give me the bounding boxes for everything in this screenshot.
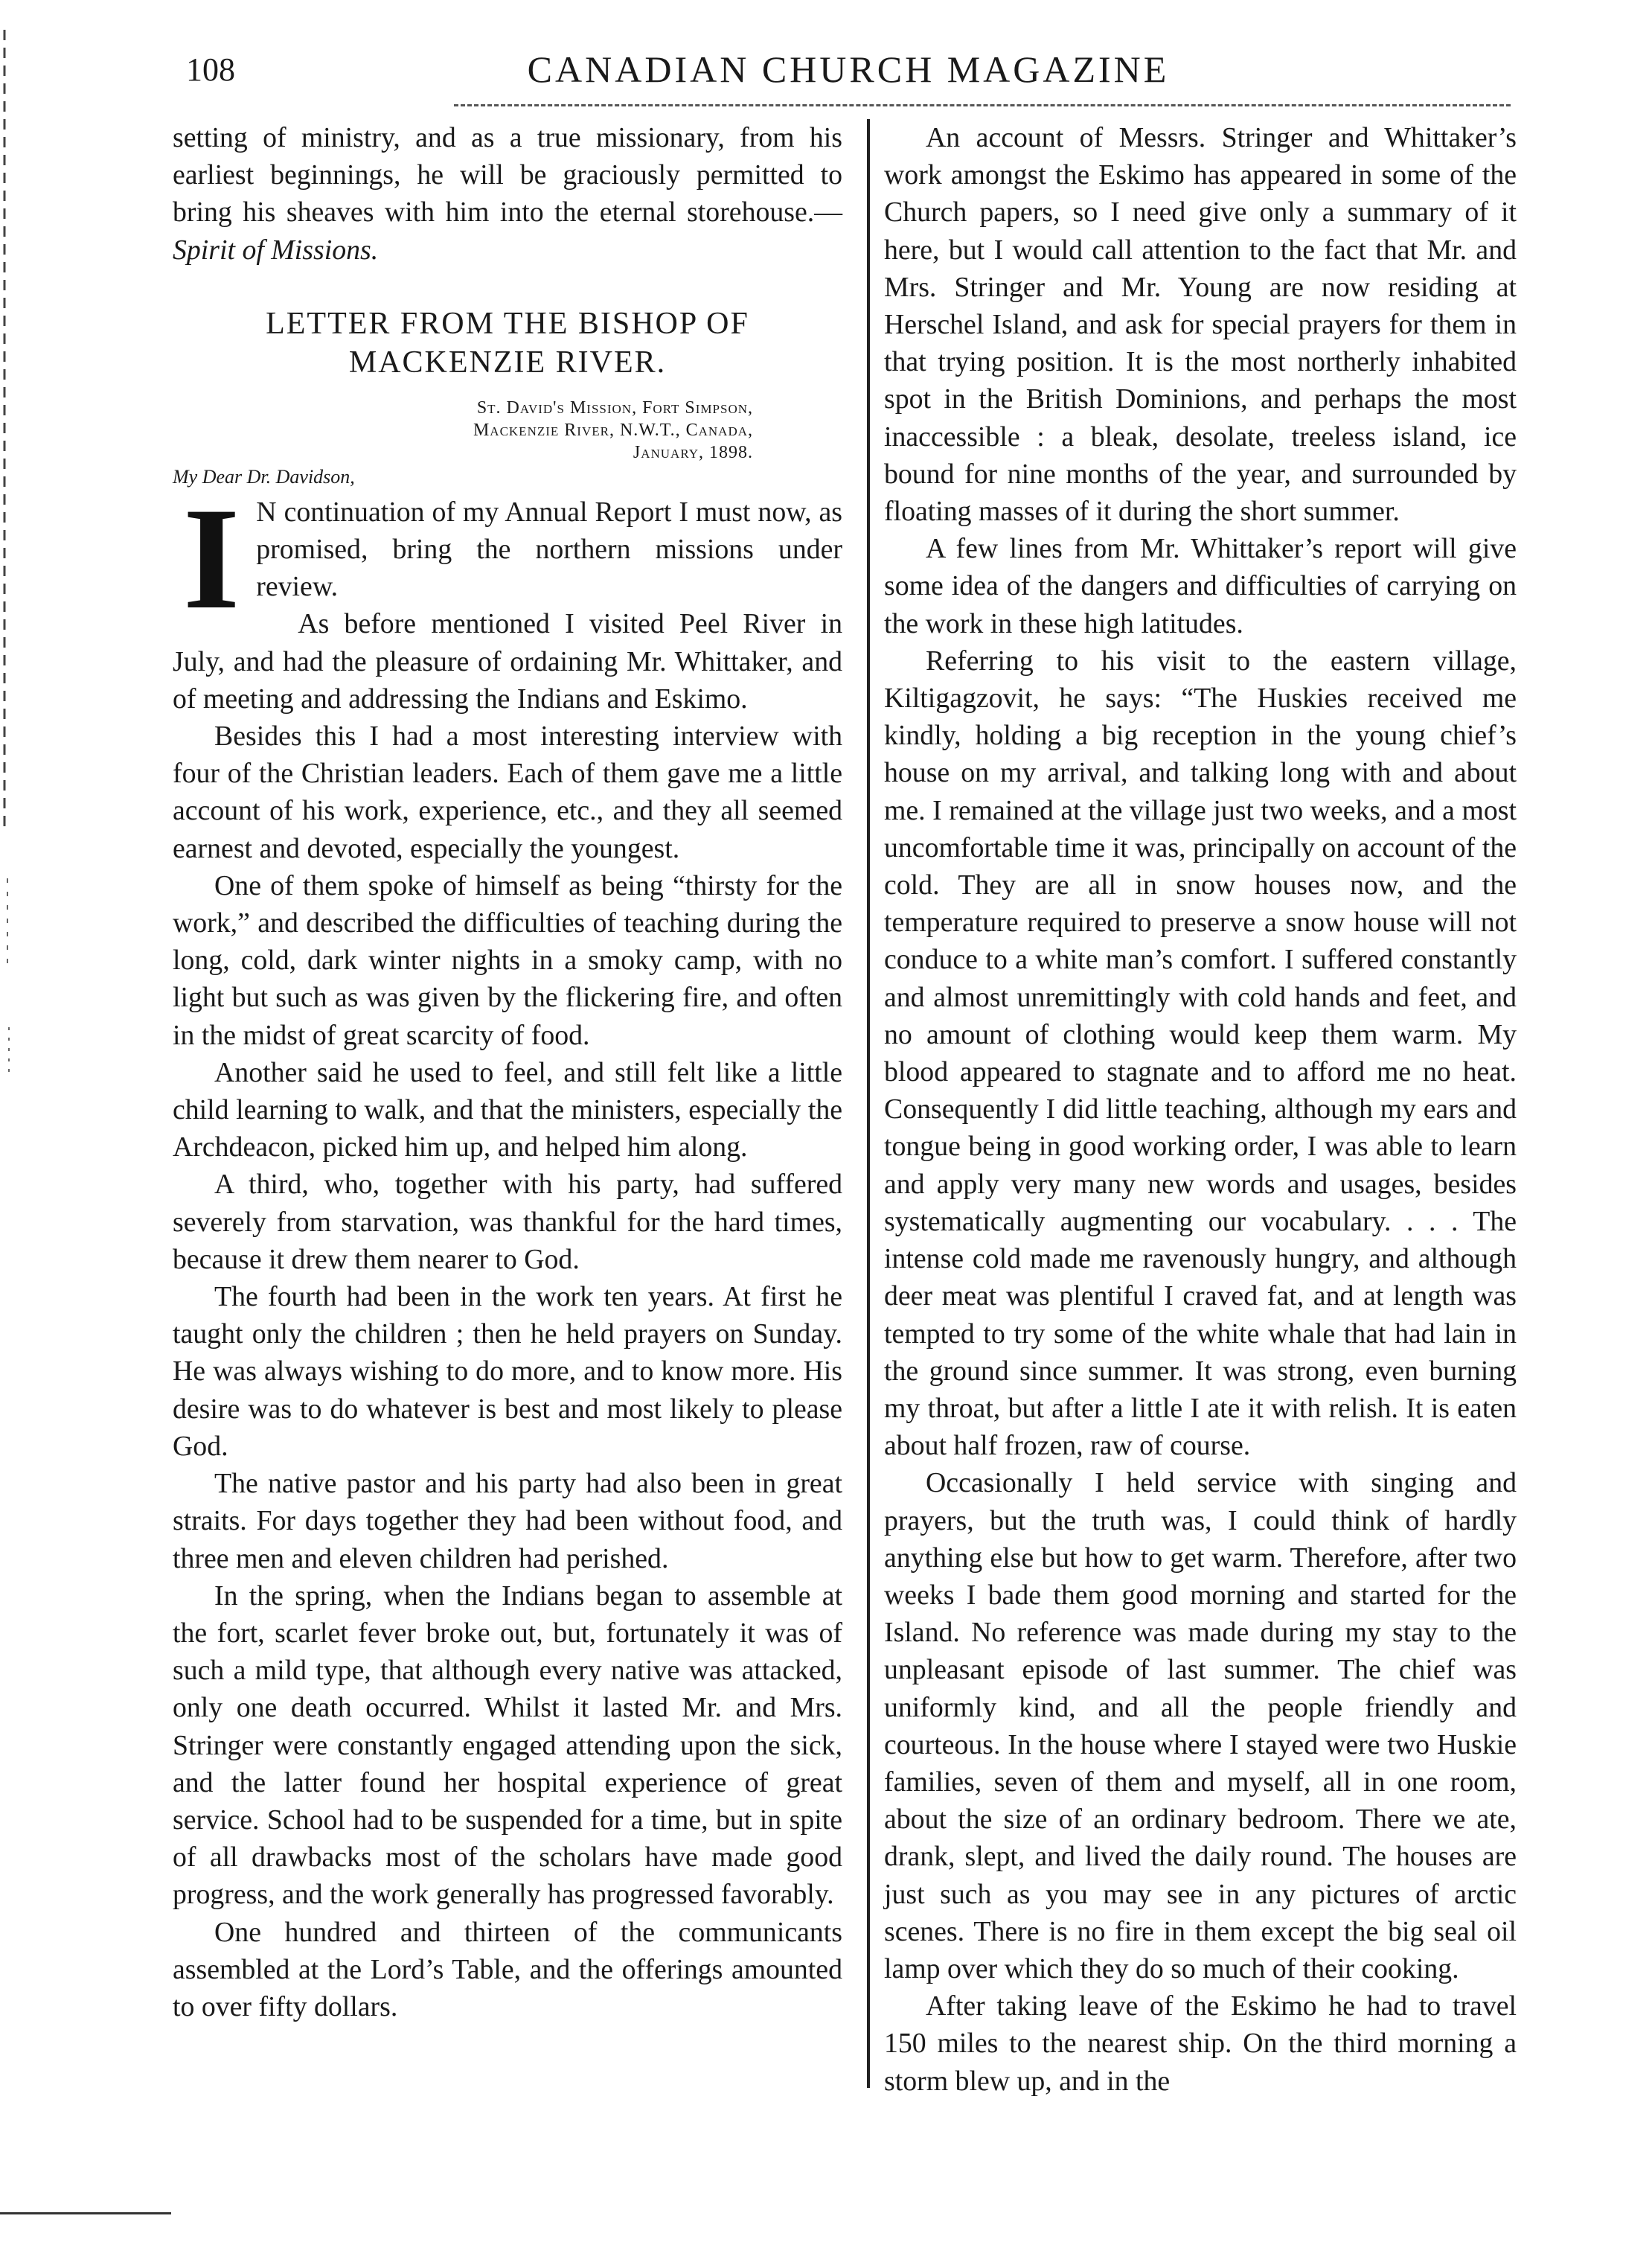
letter-address [173,397,842,464]
body-paragraph: One of them spoke of himself as being “thirsty for the work,” and described the difficulties of teaching during the long, cold, dark winter nights in a smoky camp, with no light but such as was given by the flickering fire, and often in the midst of great scarcity of food. [173,869,842,1051]
body-paragraph: Another said he used to feel, and still felt like a little child learning to walk, and that the ministers, especially the Archdeacon, picked him up, and helped him along. [173,1056,842,1163]
salutation: My Dear Dr. Davidson, [173,465,355,488]
page-number: 108 [186,51,235,88]
drop-cap: I [183,477,240,639]
body-paragraph: Besides this I had a most interesting interview with four of the Christian leaders. Each of them gave me a little account of his work, experience, etc., and they all seemed earnest and devoted, especially the youngest. [173,721,842,864]
column-divider [867,119,870,2088]
bottom-edge-rule [0,2212,171,2214]
left-column [173,119,842,2025]
body-paragraph: In the spring, when the Indians began to assemble at the fort, scarlet fever broke out, but, fortunately it was of such a mild type, that although every native was attacked, only one death occurred. Whilst it lasted Mr. and Mrs. Stringer were constantly engaged attending upon the sick, and the latter found her hospital experience of great service. School had to be suspended for a time, but in spite of all drawbacks most of the scholars have made good progress, and the work generally has progressed favorably. [173,1580,842,1911]
header-rule [454,104,1511,106]
body-paragraph: Referring to his visit to the eastern village, Kiltigagzovit, he says: “The Huskies received me kindly, holding a big reception in the young chief’s house on my arrival, and talking long with and about me. I remained at the village just two weeks, and a most uncomfortable time it was, principally on account of the cold. They are all in snow houses now, and the temperature required to preserve a snow house will not conduce to a white man’s comfort. I suffered constantly and almost unremittingly with cold hands and feet, and no amount of clothing would keep them warm. My blood appeared to stagnate and to afford me no heat. Consequently I did little teaching, although my ears and tongue being in good working order, I was able to learn and apply very many new words and usages, besides systematically augmenting our vocabulary. . . . The intense cold made me ravenously hungry, and although deer meat was plentiful I craved fat, and at length was tempted to try some of the white whale that had lain in the ground since summer. It was strong, even burning my throat, but after a little I ate it with relish. It is eaten about half frozen, raw of course. [884,645,1517,1462]
paragraph-text: N continuation of my Annual Report I must now, as promised, bring the northern missions under review. [256,496,842,603]
body-paragraph: A third, who, together with his party, had suffered severely from starvation, was thankful for the hard times, because it drew them nearer to God. [173,1169,842,1275]
article-title: LETTER FROM THE BISHOP OF MACKENZIE RIVER. [266,306,749,380]
page-edge-marks [0,0,22,2242]
body-paragraph: The fourth had been in the work ten years. At first he taught only the children ; then he held prayers on Sunday. He was always wishing to do more, and to know more. His desire was to do whatever is best and most likely to please God. [173,1281,842,1462]
body-paragraph: As before mentioned I visited Peel River in July, and had the pleasure of ordaining Mr. Whittaker, and of meeting and addressing the Indians and Eskimo. [173,608,842,715]
body-paragraph: An account of Messrs. Stringer and Whittaker’s work amongst the Eskimo has appeared in some of the Church papers, so I need give only a summary of it here, but I would call attention to the fact that Mr. and Mrs. Stringer and Mr. Young are now residing at Herschel Island, and ask for special prayers for them in that trying position. It is the most northerly inhabited spot in the British Dominions, and perhaps the most inaccessible : a bleak, desolate, treeless island, ice bound for nine months of the year, and surrounded by floating masses of it during the short summer. [884,122,1517,528]
body-paragraph: One hundred and thirteen of the communicants assembled at the Lord’s Table, and the offerings amounted to over fifty dollars. [173,1916,842,2022]
body-paragraph: After taking leave of the Eskimo he had to travel 150 miles to the nearest ship. On the third morning a storm blew up, and in the [884,1990,1517,2097]
body-paragraph: The native pastor and his party had also been in great straits. For days together they had been without food, and three men and eleven children had perished. [173,1468,842,1574]
page-header [186,45,1511,104]
address-date: January, 1898. [633,442,753,462]
continuation-text: setting of ministry, and as a true missionary, from his earliest beginnings, he will be graciously permitted to bring his sheaves with him into the eternal storehouse.— [173,122,842,229]
running-title: CANADIAN CHURCH MAGAZINE [527,48,1170,90]
body-paragraph: Occasionally I held service with singing and prayers, but the truth was, I could think of hardly anything else but how to get warm. Therefore, after two weeks I bade them good morning and started for the Island. No reference was made during my stay to the unpleasant episode of last summer. The chief was uniformly kind, and all the people friendly and courteous. In the house where I stayed were two Huskie families, seven of them and myself, all in one room, about the size of an ordinary bedroom. There we ate, drank, slept, and lived the daily round. The houses are just such as you may see in any pictures of arctic scenes. There is no fire in them except the big seal oil lamp over which they do so much of their cooking. [884,1467,1517,1984]
address-line: St. David's Mission, Fort Simpson, [476,397,753,418]
right-column [884,119,1517,2100]
body-paragraph [173,477,842,639]
continuation-source: Spirit of Missions. [173,234,379,266]
address-line: Mackenzie River, N.W.T., Canada, [473,420,753,440]
body-paragraph: A few lines from Mr. Whittaker’s report will give some idea of the dangers and difficulties of carrying on the work in these high latitudes. [884,533,1517,639]
continuation-paragraph [173,119,842,269]
